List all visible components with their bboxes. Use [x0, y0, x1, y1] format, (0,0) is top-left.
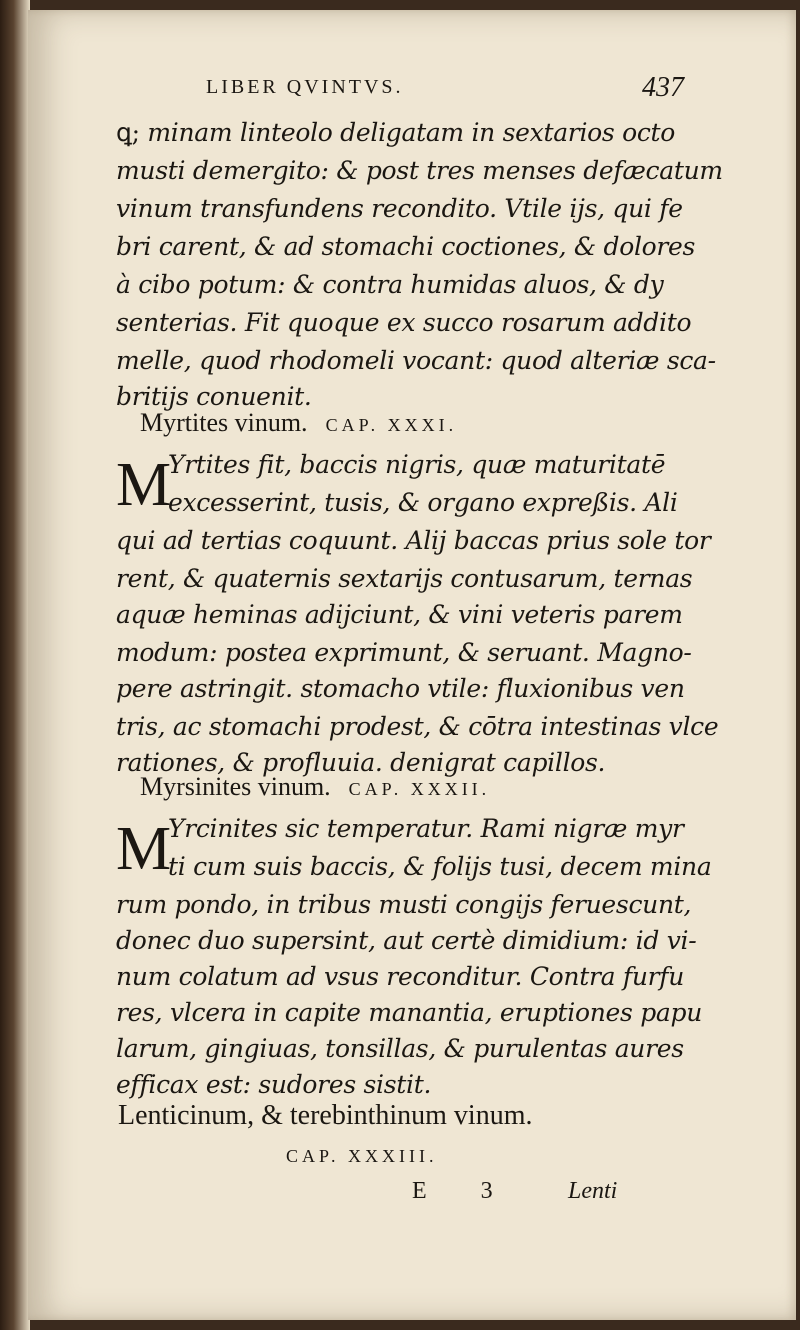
chapter-heading — [140, 408, 457, 438]
chapter-title: Myrtites vinum. — [140, 408, 308, 437]
text-line: Yrtites fit, baccis nigris, quæ maturitatē — [168, 450, 666, 479]
chapter-title: Myrsinites vinum. — [140, 772, 331, 801]
text-line: à cibo potum: & contra humidas aluos, & dy — [116, 270, 664, 299]
text-line: rent, & quaternis sextarijs contusarum, ternas — [116, 564, 693, 593]
text-line: senterias. Fit quoque ex succo rosarum addito — [116, 308, 692, 337]
signature-mark: E 3 — [412, 1178, 517, 1204]
text-line: modum: postea exprimunt, & seruant. Magno- — [116, 638, 692, 667]
text-line: larum, gingiuas, tonsillas, & purulentas aures — [116, 1034, 684, 1063]
chapter-number: CAP. XXXIII. — [286, 1146, 438, 1166]
catchword: Lenti — [568, 1178, 618, 1204]
text-line: res, vlcera in capite manantia, eruptiones papu — [116, 998, 703, 1027]
text-line: rationes, & profluuia. denigrat capillos. — [116, 748, 606, 777]
chapter-title: Lenticinum, & terebinthinum vinum. — [118, 1100, 533, 1131]
book-spine-edge — [0, 0, 30, 1330]
text-line: pere astringit. stomacho vtile: fluxionibus ven — [116, 674, 685, 703]
drop-cap: M — [116, 815, 172, 883]
text-line — [116, 118, 675, 147]
text-line: melle, quod rhodomeli vocant: quod alteriæ sca- — [116, 346, 716, 375]
drop-cap: M — [116, 451, 172, 519]
text-line: Yrcinites sic temperatur. Rami nigræ myr — [168, 814, 684, 843]
text-line: tris, ac stomachi prodest, & cōtra intestinas vlce — [116, 712, 719, 741]
text-line: aquæ heminas adijciunt, & vini veteris parem — [116, 600, 683, 629]
text-line: donec duo supersint, aut certè dimidium: id vi- — [116, 926, 697, 955]
text-line: efficax est: sudores sistit. — [116, 1070, 432, 1099]
book-page — [28, 10, 796, 1320]
text-line: ti cum suis baccis, & folijs tusi, decem mina — [168, 852, 712, 881]
chapter-number: CAP. XXXI. — [325, 415, 458, 435]
ligature-mark: ꝗ; — [116, 118, 148, 147]
text-line: bri carent, & ad stomachi coctiones, & dolores — [116, 232, 696, 261]
text-line: musti demergito: & post tres menses defæcatum — [116, 156, 723, 185]
chapter-number: CAP. XXXII. — [348, 779, 491, 799]
page-number: 437 — [642, 72, 684, 103]
text-line: num colatum ad vsus reconditur. Contra furfu — [116, 962, 685, 991]
text-line: qui ad tertias coquunt. Alij baccas prius sole tor — [116, 526, 711, 555]
text-line-content: minam linteolo deligatam in sextarios octo — [147, 118, 676, 147]
text-line: britijs conuenit. — [116, 382, 312, 411]
running-title: LIBER QVINTVS. — [206, 76, 404, 98]
chapter-heading — [140, 772, 490, 802]
text-line: excesserint, tusis, & organo expreßis. Ali — [168, 488, 678, 517]
text-line: vinum transfundens recondito. Vtile ijs, qui fe — [116, 194, 683, 223]
text-line: rum pondo, in tribus musti congijs feruescunt, — [116, 890, 692, 919]
